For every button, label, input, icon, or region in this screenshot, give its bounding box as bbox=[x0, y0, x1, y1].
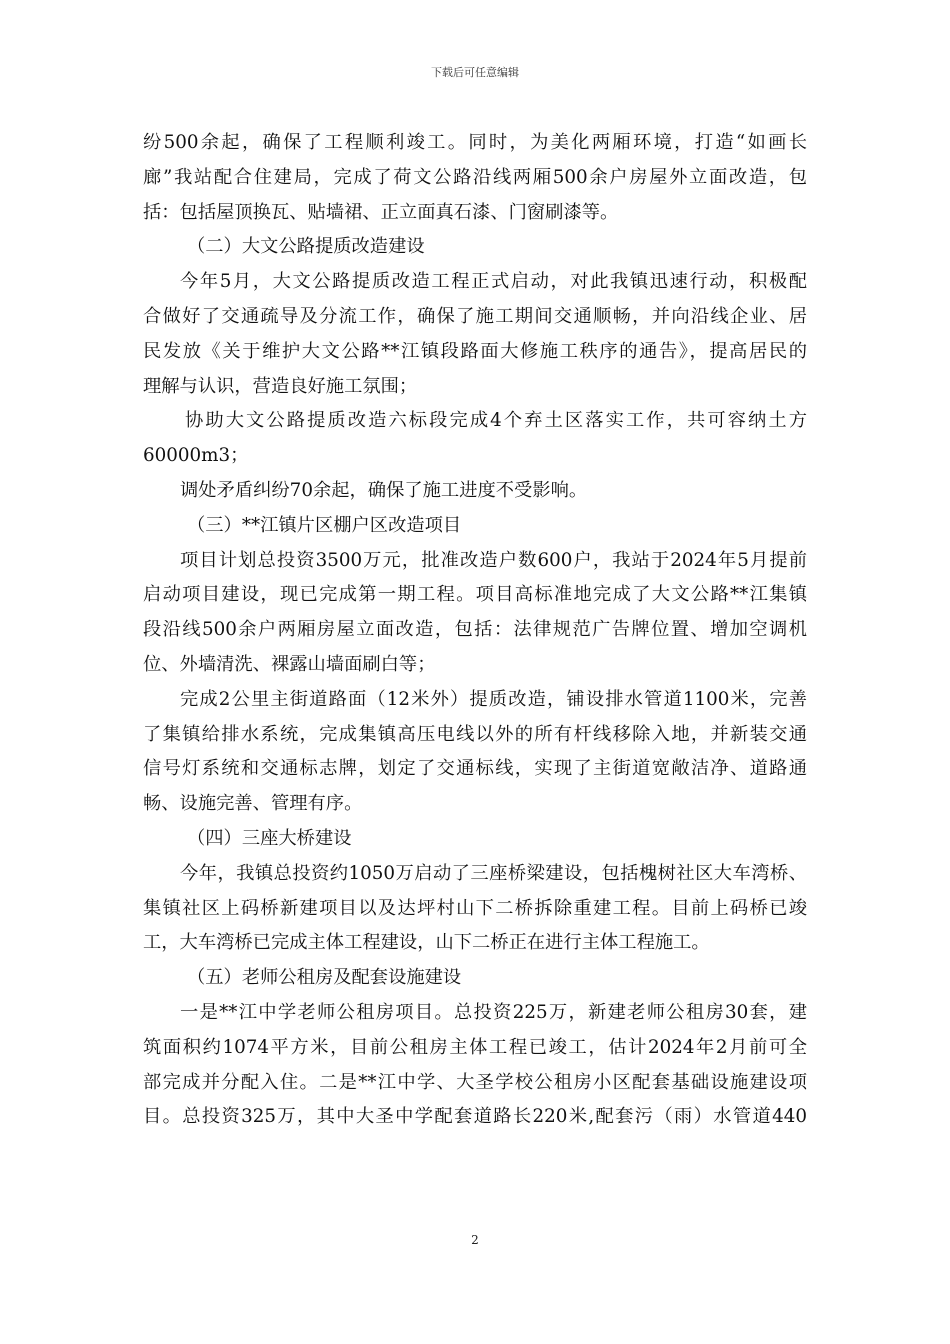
paragraph-line: 廊”我站配合住建局，完成了荷文公路沿线两厢500余户房屋外立面改造，包 bbox=[143, 166, 807, 188]
paragraph-line: 筑面积约1074平方米，目前公租房主体工程已竣工，估计2024年2月前可全 bbox=[143, 1036, 807, 1058]
section-heading: （二）大文公路提质改造建设 bbox=[187, 236, 425, 258]
paragraph-line: 畅、设施完善、管理有序。 bbox=[143, 793, 363, 815]
section-heading: （四）三座大桥建设 bbox=[187, 827, 352, 849]
paragraph-line: 民发放《关于维护大文公路**江镇段路面大修施工秩序的通告》，提高居民的 bbox=[143, 340, 807, 362]
paragraph-line: 今年5月，大文公路提质改造工程正式启动，对此我镇迅速行动，积极配 bbox=[180, 271, 807, 293]
paragraph-line: 完成2公里主街道路面（12米外）提质改造，铺设排水管道1100米，完善 bbox=[180, 688, 807, 710]
paragraph-line: 今年，我镇总投资约1050万启动了三座桥梁建设，包括槐树社区大车湾桥、 bbox=[180, 862, 807, 884]
paragraph-line: 纷500余起，确保了工程顺利竣工。同时，为美化两厢环境，打造“如画长 bbox=[143, 132, 807, 153]
paragraph-line: 信号灯系统和交通标志牌，划定了交通标线，实现了主街道宽敞洁净、道路通 bbox=[143, 758, 807, 780]
paragraph-line: 工，大车湾桥已完成主体工程建设，山下二桥正在进行主体工程施工。 bbox=[143, 932, 710, 954]
section-heading: （三）**江镇片区棚户区改造项目 bbox=[187, 514, 462, 536]
paragraph-line: 启动项目建设，现已完成第一期工程。项目高标准地完成了大文公路**江集镇 bbox=[143, 584, 807, 606]
paragraph-line: 了集镇给排水系统，完成集镇高压电线以外的所有杆线移除入地，并新装交通 bbox=[143, 723, 807, 745]
section-heading: （五）老师公租房及配套设施建设 bbox=[187, 967, 462, 989]
page-number: 2 bbox=[471, 1233, 479, 1247]
paragraph-line: 位、外墙清洗、裸露山墙面刷白等； bbox=[143, 653, 436, 675]
paragraph-line: 理解与认识，营造良好施工氛围； bbox=[143, 375, 418, 397]
page-header: 下载后可任意编辑 bbox=[431, 66, 519, 79]
paragraph-line: 括：包括屋顶换瓦、贴墙裙、正立面真石漆、门窗刷漆等。 bbox=[143, 201, 619, 223]
paragraph-line: 集镇社区上码桥新建项目以及达坪村山下二桥拆除重建工程。目前上码桥已竣 bbox=[143, 897, 807, 919]
paragraph-line: 协助大文公路提质改造六标段完成4个弃土区落实工作，共可容纳土方 bbox=[185, 410, 807, 432]
paragraph-line: 60000m3； bbox=[143, 445, 249, 467]
paragraph-line: 项目计划总投资3500万元，批准改造户数600户，我站于2024年5月提前 bbox=[180, 549, 807, 571]
paragraph-line: 一是**江中学老师公租房项目。总投资225万，新建老师公租房30套，建 bbox=[180, 1001, 807, 1023]
paragraph-line: 合做好了交通疏导及分流工作，确保了施工期间交通顺畅，并向沿线企业、居 bbox=[143, 305, 807, 327]
document-body bbox=[143, 126, 807, 1135]
paragraph-line: 段沿线500余户两厢房屋立面改造，包括：法律规范广告牌位置、增加空调机 bbox=[143, 619, 807, 641]
paragraph-line: 目。总投资325万，其中大圣中学配套道路长220米,配套污（雨）水管道440 bbox=[143, 1106, 807, 1128]
paragraph-line: 调处矛盾纠纷70余起，确保了施工进度不受影响。 bbox=[180, 479, 588, 501]
paragraph-line: 部完成并分配入住。二是**江中学、大圣学校公租房小区配套基础设施建设项 bbox=[143, 1071, 807, 1093]
